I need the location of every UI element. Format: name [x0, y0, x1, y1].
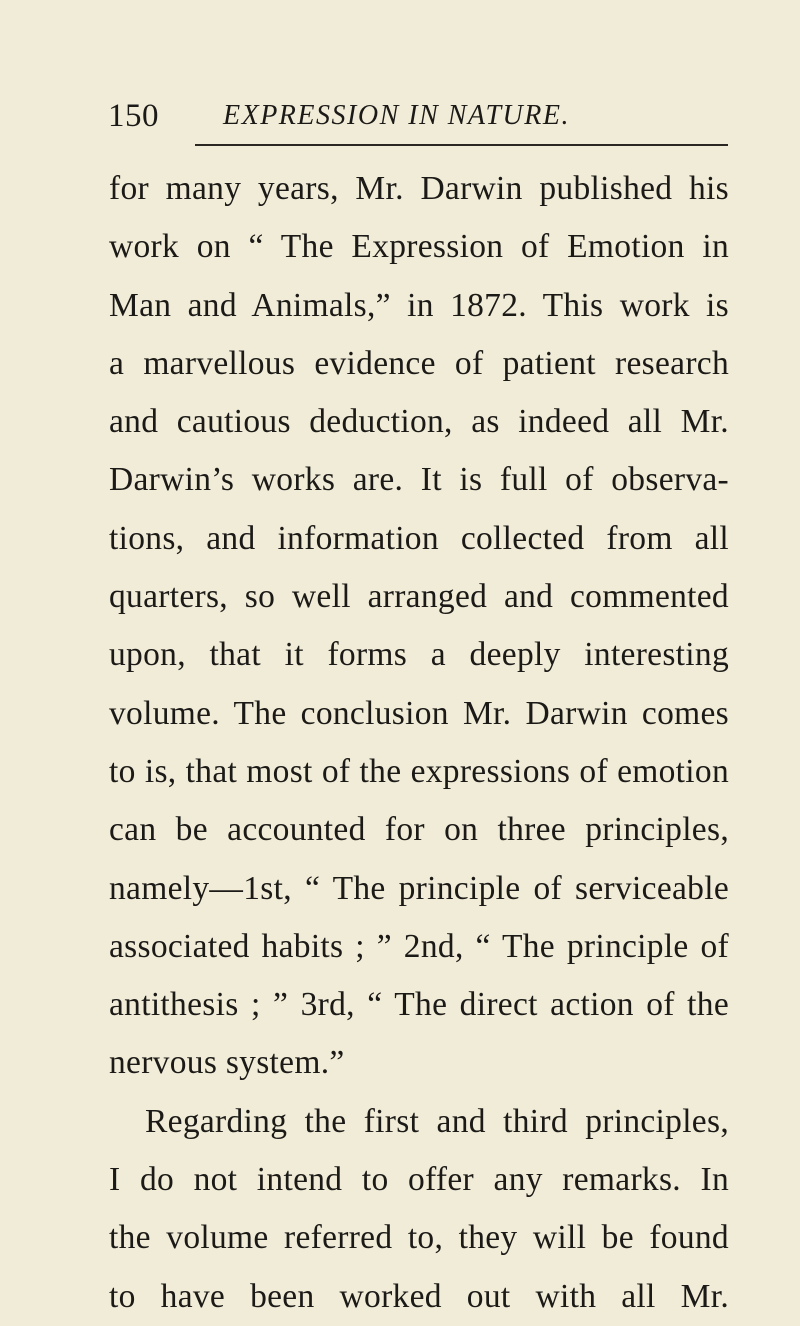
text-line: antithesis ; ” 3rd, “ The direct action of the	[109, 986, 729, 1024]
text-line: volume. The conclusion Mr. Darwin comes	[109, 694, 729, 732]
text-line: for many years, Mr. Darwin published his	[109, 170, 729, 207]
text-line: namely—1st, “ The principle of serviceable	[109, 869, 729, 907]
text-line: Man and Animals,” in 1872. This work is	[109, 286, 729, 324]
text-line: Darwin’s works are. It is full of observa-	[109, 461, 729, 499]
text-line: the volume referred to, they will be found	[109, 1219, 729, 1257]
text-line: work on “ The Expression of Emotion in	[109, 228, 729, 266]
text-line: and cautious deduction, as indeed all Mr.	[109, 403, 729, 441]
running-title: EXPRESSION IN NATURE.	[223, 100, 570, 131]
running-head	[108, 98, 728, 138]
text-line: I do not intend to offer any remarks. In	[109, 1161, 729, 1199]
text-line: to is, that most of the expressions of emotion	[109, 752, 729, 790]
text-line: to have been worked out with all Mr.	[109, 1277, 729, 1315]
text-line: tions, and information collected from all	[109, 519, 729, 557]
text-line: upon, that it forms a deeply interesting	[109, 636, 729, 674]
text-line: Regarding the first and third principles,	[145, 1102, 729, 1140]
text-line: quarters, so well arranged and commented	[109, 578, 729, 616]
text-line: can be accounted for on three principles,	[109, 811, 729, 849]
text-line: nervous system.”	[109, 1044, 345, 1082]
header-rule	[195, 144, 728, 146]
text-line: associated habits ; ” 2nd, “ The principle of	[109, 927, 729, 965]
text-line: a marvellous evidence of patient research	[109, 344, 729, 382]
page-number: 150	[108, 98, 159, 134]
body-text	[109, 160, 729, 1326]
